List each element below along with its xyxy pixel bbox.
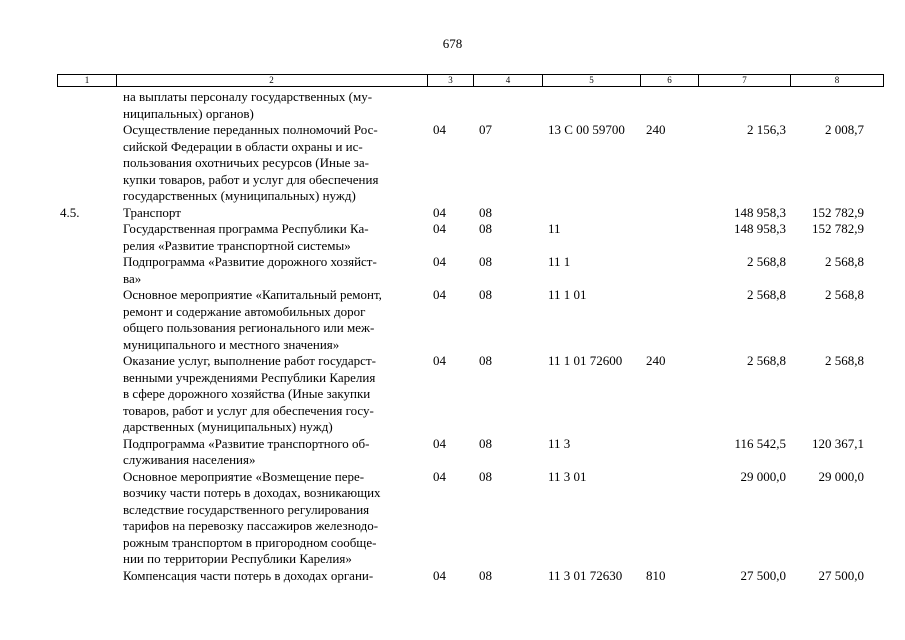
row-expense-type (642, 469, 700, 568)
row-target-article: 11 3 01 72630 (548, 567, 623, 583)
row-target-article: 11 3 01 (548, 468, 587, 484)
row-section: 04 (433, 287, 446, 302)
row-name: Транспорт (123, 204, 181, 220)
row-subsection: 08 (479, 287, 492, 302)
row-amount-year2: 152 782,9 (812, 221, 864, 236)
row-name: Подпрограмма «Развитие дорожного хозяйст- ва» (123, 254, 377, 286)
row-section: 04 (433, 468, 446, 484)
table-row (57, 568, 885, 585)
row-subsection: 08 (479, 567, 492, 583)
row-expense-type: 240 (646, 122, 666, 137)
table-row (57, 122, 885, 205)
row-subsection: 08 (479, 221, 492, 236)
row-amount-year1: 2 568,8 (747, 254, 786, 269)
row-target-article: 11 1 01 72600 (548, 353, 623, 368)
page-number: 678 (442, 36, 463, 51)
row-target-article: 11 1 01 (548, 287, 587, 302)
row-section (429, 89, 475, 122)
row-subsection (475, 89, 544, 122)
row-amount-year2: 2 008,7 (825, 122, 864, 137)
row-expense-type (642, 89, 700, 122)
row-name: Государственная программа Республики Ка- релия «Развитие транспортной системы» (123, 221, 369, 253)
column-header-1: 1 (57, 74, 117, 87)
row-expense-type: 240 (646, 353, 666, 368)
column-header-2: 2 (116, 74, 428, 87)
row-amount-year2: 2 568,8 (825, 254, 864, 269)
column-header-4: 4 (474, 74, 543, 87)
column-header-7: 7 (699, 74, 791, 87)
row-subsection: 08 (479, 254, 492, 269)
row-number (57, 221, 117, 254)
table-row (57, 287, 885, 353)
row-number (57, 122, 117, 205)
row-name: Компенсация части потерь в доходах органи- (123, 567, 374, 583)
row-amount-year1: 116 542,5 (734, 435, 786, 451)
row-amount-year2: 2 568,8 (825, 287, 864, 302)
row-number (57, 353, 117, 436)
row-subsection: 08 (479, 468, 492, 484)
column-header-3: 3 (428, 74, 474, 87)
row-number (57, 89, 117, 122)
row-amount-year2: 2 568,8 (825, 353, 864, 368)
row-name: Основное мероприятие «Возмещение пере- возчику части потерь в доходах, возникающих вследствие государственного регулирования тарифов на перевозку пассажиров железнодо- рожным транспортом в пригородном сообще- нии по территории Республики Карелия» (123, 468, 381, 566)
row-amount-year1 (700, 89, 792, 122)
row-amount-year1: 148 958,3 (734, 221, 786, 236)
row-section: 04 (433, 435, 446, 451)
column-header-6: 6 (641, 74, 699, 87)
row-target-article (544, 205, 642, 222)
row-expense-type: 810 (646, 567, 666, 583)
row-amount-year2: 29 000,0 (818, 468, 864, 484)
row-number (57, 436, 117, 469)
row-expense-type (642, 287, 700, 353)
row-section: 04 (433, 353, 446, 368)
row-section: 04 (433, 122, 446, 137)
row-amount-year2: 27 500,0 (818, 567, 864, 583)
row-amount-year1: 2 568,8 (747, 353, 786, 368)
budget-table-body (57, 89, 885, 584)
row-subsection: 07 (479, 122, 492, 137)
row-amount-year1: 2 156,3 (747, 122, 786, 137)
row-section: 04 (433, 204, 446, 220)
row-number (57, 287, 117, 353)
row-target-article: 11 1 (548, 254, 571, 269)
row-amount-year2: 152 782,9 (812, 204, 864, 220)
row-subsection: 08 (479, 435, 492, 451)
row-expense-type (642, 205, 700, 222)
row-amount-year2: 120 367,1 (812, 435, 864, 451)
row-number: 4.5. (60, 204, 80, 220)
table-row (57, 469, 885, 568)
column-header-8: 8 (791, 74, 884, 87)
row-name: Подпрограмма «Развитие транспортного об- служивания населения» (123, 435, 370, 467)
row-expense-type (642, 436, 700, 469)
row-target-article: 13 С 00 59700 (548, 122, 625, 137)
table-row (57, 436, 885, 469)
row-target-article (544, 89, 642, 122)
row-target-article: 11 (548, 221, 561, 236)
table-row (57, 205, 885, 222)
row-section: 04 (433, 567, 446, 583)
row-name: на выплаты персоналу государственных (му- ниципальных) органов) (123, 89, 373, 121)
row-subsection: 08 (479, 353, 492, 368)
column-header-5: 5 (543, 74, 641, 87)
row-name: Основное мероприятие «Капитальный ремонт, ремонт и содержание автомобильных дорог общего пользования регионального или меж- муниципального и местного значения» (123, 287, 382, 352)
row-target-article: 11 3 (548, 435, 571, 451)
row-amount-year1: 2 568,8 (747, 287, 786, 302)
row-amount-year2 (792, 89, 885, 122)
row-number (57, 568, 117, 585)
row-amount-year1: 148 958,3 (734, 204, 786, 220)
row-name: Осуществление переданных полномочий Рос- сийской Федерации в области охраны и ис- пользования охотничьих ресурсов (Иные за- купки товаров, работ и услуг для обеспечения государственных (муниципальных) нужд) (123, 122, 379, 203)
row-number (57, 469, 117, 568)
budget-table (57, 89, 885, 584)
table-row (57, 254, 885, 287)
row-amount-year1: 29 000,0 (740, 468, 786, 484)
row-name: Оказание услуг, выполнение работ государст- венными учреждениями Республики Карелия в сфере дорожного хозяйства (Иные закупки товаров, работ и услуг для обеспечения госу- дарственных (муниципальных) нужд) (123, 353, 376, 434)
table-row (57, 221, 885, 254)
row-expense-type (642, 254, 700, 287)
table-row (57, 353, 885, 436)
row-subsection: 08 (479, 204, 492, 220)
row-amount-year1: 27 500,0 (740, 567, 786, 583)
row-expense-type (642, 221, 700, 254)
row-section: 04 (433, 221, 446, 236)
row-number (57, 254, 117, 287)
table-row (57, 89, 885, 122)
row-section: 04 (433, 254, 446, 269)
